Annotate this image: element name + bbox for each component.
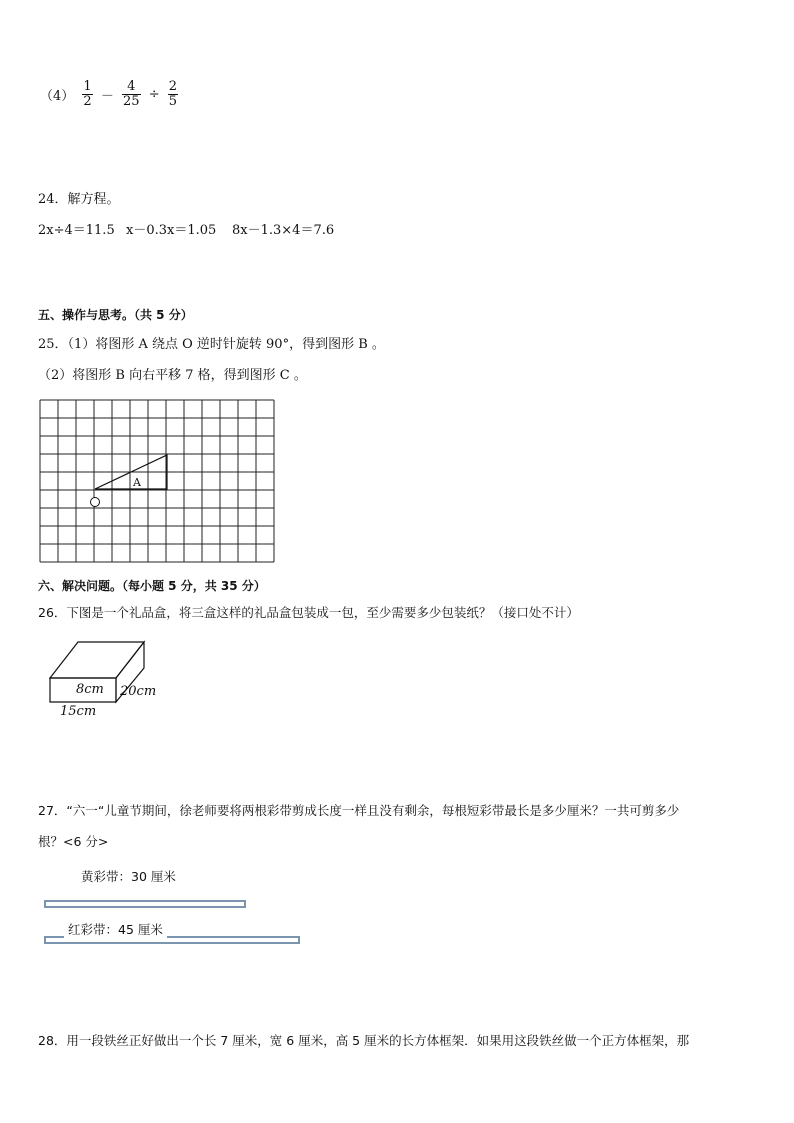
shape-a-label: A [133, 476, 141, 489]
box-width-label: 20cm [120, 684, 157, 699]
q24-equation-1: 2x÷4＝11.5 [38, 223, 115, 238]
section6-heading: 六、解决问题。（每小题 5 分，共 35 分） [38, 579, 266, 593]
q24-title: 24．解方程。 [38, 192, 120, 207]
q25-line2: （2）将图形 B 向右平移 7 格，得到图形 C 。 [38, 368, 307, 383]
q23-part4-label: （4） [40, 88, 75, 104]
q25-line1: 25．（1）将图形 A 绕点 O 逆时针旋转 90°，得到图形 B 。 [38, 337, 385, 352]
box-height-label: 8cm [76, 682, 104, 697]
point-o [91, 498, 100, 507]
q27-line1: 27．“六一“儿童节期间，徐老师要将两根彩带剪成长度一样且没有剩余，每根短彩带最长是多少厘米？一共可剪多少 [38, 803, 680, 818]
q24-equation-2: x－0.3x＝1.05 [126, 223, 217, 238]
red-ribbon-label: 红彩带：45 厘米 [64, 920, 167, 938]
fraction-3: $\frac{2}{5}$ [168, 79, 178, 109]
rotation-grid [39, 399, 277, 565]
yellow-ribbon-bar [44, 900, 246, 908]
fraction-2: $\frac{4}{25}$ [123, 79, 140, 109]
q24-equation-3: 8x－1.3×4＝7.6 [232, 223, 335, 238]
box-length-label: 15cm [60, 704, 97, 719]
yellow-ribbon-label: 黄彩带：30 厘米 [81, 869, 176, 884]
q23-part4-expression [38, 80, 180, 108]
divide-operator: ÷ [148, 86, 160, 102]
section5-heading: 五、操作与思考。（共 5 分） [38, 308, 193, 322]
q26-text: 26．下图是一个礼品盒，将三盒这样的礼品盒包装成一包，至少需要多少包装纸？（接口处不计） [38, 605, 579, 620]
fraction-1: $\frac{1}{2}$ [83, 79, 92, 109]
minus-operator: － [100, 88, 114, 104]
q27-line2: 根？<6 分> [38, 834, 109, 849]
q28-text: 28．用一段铁丝正好做出一个长 7 厘米，宽 6 厘米，高 5 厘米的长方体框架．如果用这段铁丝做一个正方体框架，那 [38, 1033, 690, 1048]
